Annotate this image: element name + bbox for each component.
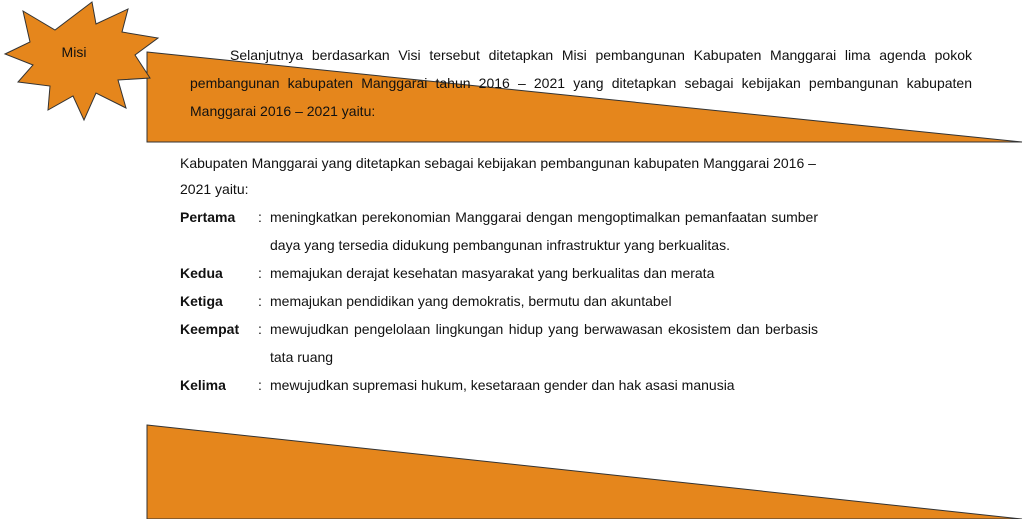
misi-term: Kedua	[180, 265, 223, 281]
misi-item-kelima	[180, 371, 820, 399]
misi-term: Keempat	[180, 321, 240, 337]
misi-description: mewujudkan supremasi hukum, kesetaraan gender dan hak asasi manusia	[270, 377, 735, 393]
bottom-orange-wedge	[147, 425, 1022, 519]
misi-list	[180, 203, 820, 399]
misi-separator: :	[258, 321, 262, 337]
misi-description: memajukan derajat kesehatan masyarakat yang berkualitas dan merata	[270, 265, 715, 281]
misi-description: meningkatkan perekonomian Manggarai dengan mengoptimalkan pemanfaatan sumber daya yang tersedia didukung pembangunan infrastruktur yang berkualitas.	[270, 209, 818, 253]
misi-term: Kelima	[180, 377, 226, 393]
misi-item-kedua	[180, 259, 820, 287]
misi-separator: :	[258, 377, 262, 393]
misi-separator: :	[258, 293, 262, 309]
misi-term: Ketiga	[180, 293, 223, 309]
misi-item-ketiga	[180, 287, 820, 315]
intro-paragraph: Selanjutnya berdasarkan Visi tersebut ditetapkan Misi pembangunan Kabupaten Manggarai lima agenda pokok pembangunan kabupaten Manggarai tahun 2016 – 2021 yang ditetapkan sebagai kebijakan pembangunan kabupaten Manggarai 2016 – 2021 yaitu:	[190, 47, 972, 119]
misi-item-keempat	[180, 315, 820, 371]
misi-item-pertama	[180, 203, 820, 259]
misi-separator: :	[258, 265, 262, 281]
misi-badge-label: Misi	[61, 44, 87, 60]
lead-paragraph: Kabupaten Manggarai yang ditetapkan sebagai kebijakan pembangunan kabupaten Manggarai 2016 – 2021 yaitu:	[180, 155, 816, 197]
misi-separator: :	[258, 209, 262, 225]
misi-term: Pertama	[180, 209, 236, 225]
misi-star-badge	[5, 2, 158, 120]
misi-description: memajukan pendidikan yang demokratis, bermutu dan akuntabel	[270, 293, 672, 309]
misi-description: mewujudkan pengelolaan lingkungan hidup yang berwawasan ekosistem dan berbasis tata ruang	[270, 321, 818, 365]
